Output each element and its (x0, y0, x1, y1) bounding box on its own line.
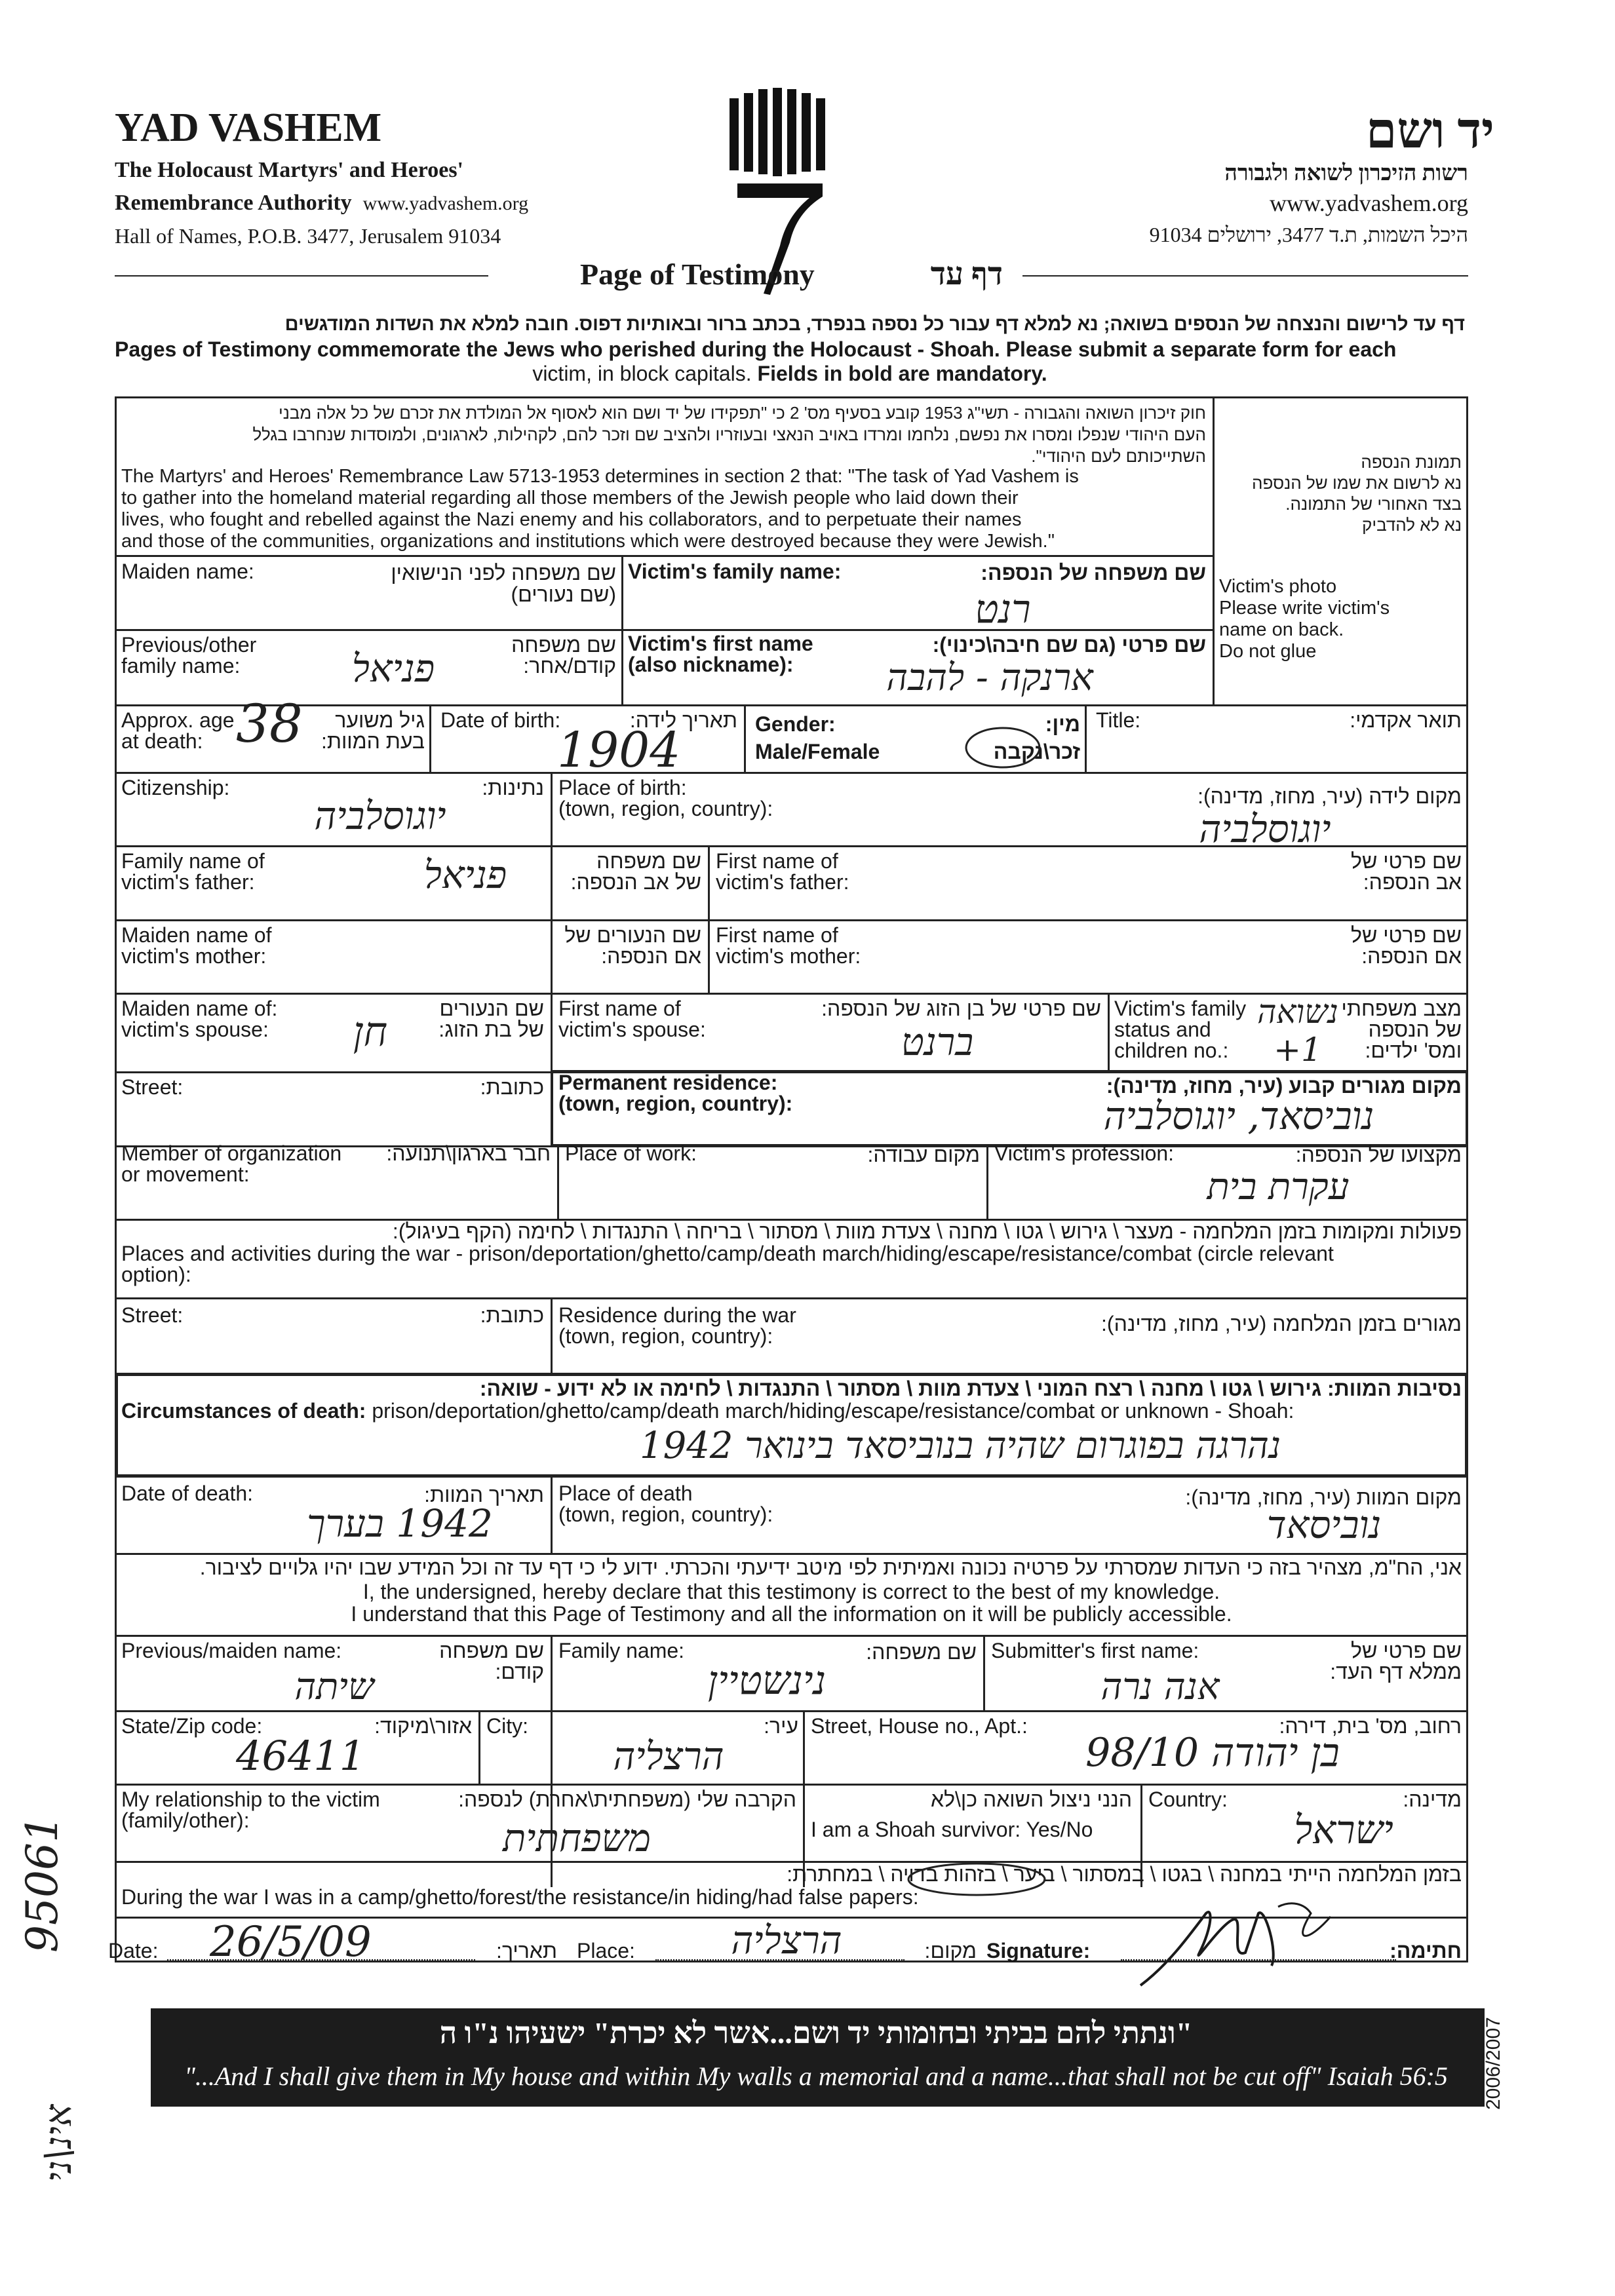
margin-annotation: אינ\ני (37, 2104, 80, 2182)
sub-city-label: City: (486, 1714, 528, 1738)
photo-en-2: Please write victim's (1219, 598, 1390, 619)
row-rule (115, 704, 1468, 706)
intro-en-2-text: victim, in block capitals. (532, 362, 752, 385)
gender-label-he-2: זכר\נקבה (993, 740, 1080, 763)
work-label-he: מקום עבודה: (867, 1143, 980, 1166)
dob-label-he: תאריך לידה: (629, 708, 737, 732)
sub-country-label: Country: (1148, 1788, 1228, 1811)
profession-value[interactable]: עקרת בית (1207, 1166, 1350, 1208)
citizenship-label: Citizenship: (121, 776, 230, 799)
sub-street-label-he: רחוב, מס' בית, דירה: (1279, 1714, 1462, 1738)
org-address-he: היכל השמות, ת.ד 3477, ירושלים 91034 (1149, 223, 1468, 246)
sub-street-value[interactable]: בן יהודה 98/10 (1085, 1730, 1340, 1776)
sub-relation-label-1: My relationship to the victim (121, 1788, 380, 1811)
dob-label: Date of birth: (440, 708, 561, 732)
signature-dotted-line (1121, 1959, 1396, 1961)
spouse-maiden-value[interactable]: חן (353, 1008, 388, 1056)
org-label-he: חבר בארגון\תנועה: (386, 1141, 551, 1165)
victim-first-name-value[interactable]: ארנקה - להבה (886, 657, 1093, 699)
pod-label-he: מקום המוות (עיר, מחוז, מדינה): (1185, 1485, 1462, 1509)
circumstances-label-he: נסיבות המוות: גירוש \ גטו \ מחנה \ רצח המוני \ צעדת מוות \ מסתור \ התנגדות \ לחימה או לא ידוע - שואה: (479, 1377, 1462, 1400)
father-first-label-he-1: שם פרטי של (1351, 849, 1462, 873)
perm-res-highlight (551, 1070, 1468, 1147)
row-rule (115, 1553, 1468, 1555)
citizenship-value[interactable]: יוגוסלביה (314, 794, 446, 838)
place-dotted-line (655, 1959, 905, 1961)
age-label-he-1: גיל משוער (335, 708, 425, 732)
law-en-1: The Martyrs' and Heroes' Remembrance Law 5713-1953 determines in section 2 that: "The task of Yad Vashem is (121, 466, 1079, 487)
col-rule (1085, 704, 1087, 772)
row-rule (115, 1784, 1468, 1786)
row-rule (115, 772, 1468, 774)
mother-first-label-1: First name of (716, 923, 838, 947)
dod-label: Date of death: (121, 1482, 254, 1505)
perm-res-label-2: (town, region, country): (558, 1092, 793, 1115)
prev-family-label-he-1: שם משפחה (511, 633, 616, 657)
sub-relation-label-2: (family/other): (121, 1808, 250, 1832)
sub-first-label: Submitter's first name: (991, 1639, 1199, 1662)
spouse-first-value[interactable]: ברנט (901, 1020, 974, 1064)
circumstances-label-en (121, 1400, 1294, 1422)
maiden-name-label-he-1: שם משפחה לפני הנישואין (391, 561, 616, 584)
sub-signature-label-he: חתימה: (1390, 1939, 1462, 1962)
law-divider (1213, 396, 1215, 704)
family-status-label-3: children no.: (1114, 1039, 1229, 1062)
family-name-label-he: שם משפחה של הנספה: (981, 561, 1206, 584)
org-subtitle-he: רשות הזיכרון לשואה ולגבורה (1224, 161, 1468, 185)
victim-family-name-value[interactable]: רנט (975, 586, 1031, 632)
sub-zip-label: State/Zip code: (121, 1714, 263, 1738)
form-title-he: דף עד (930, 257, 1003, 292)
org-subtitle-en-2-text: Remembrance Authority (115, 191, 352, 215)
family-name-label: Victim's family name: (628, 560, 842, 583)
row-rule (115, 1297, 1468, 1299)
sub-family-label-he: שם משפחה: (866, 1640, 977, 1664)
declaration-en-2: I understand that this Page of Testimony and all the information on it will be publicly accessible. (351, 1602, 1232, 1626)
perm-res-label-he: מקום מגורים קבוע (עיר, מחוז, מדינה): (1106, 1074, 1462, 1098)
col-rule (557, 1145, 559, 1219)
father-first-label-1: First name of (716, 849, 838, 873)
pod-label-2: (town, region, country): (558, 1502, 773, 1526)
first-name-label-2: (also nickname): (628, 653, 794, 676)
col-rule (551, 1297, 553, 1373)
gender-label-he-1: מין: (1045, 712, 1080, 736)
sub-camp-label-he: בזמן המלחמה הייתי במחנה \ בגטו \ במסתור \ ביער \ בזהות בדויה \ במחתרת: (787, 1862, 1462, 1886)
sub-survivor-label: I am a Shoah survivor: Yes/No (811, 1818, 1093, 1841)
sub-survivor-label-he: הנני ניצול השואה כן\לא (930, 1788, 1132, 1811)
street-label-he: כתובת: (480, 1075, 544, 1099)
family-status-label-2: status and (1114, 1018, 1211, 1041)
intro-en-1 (115, 337, 1465, 361)
family-status-label-he-2: של הנספה (1368, 1018, 1462, 1041)
declaration-en-1: I, the undersigned, hereby declare that this testimony is correct to the best of my knowledge. (362, 1580, 1220, 1603)
row-rule (115, 919, 1468, 921)
photo-en-3: name on back. (1219, 619, 1344, 640)
col-rule (551, 1478, 553, 1553)
dod-value[interactable]: 1942 בערך (307, 1501, 493, 1546)
photo-en-4: Do not glue (1219, 641, 1317, 662)
sub-city-value[interactable]: הרצליה (613, 1734, 724, 1778)
org-url-en: www.yadvashem.org (362, 193, 529, 214)
row-rule (115, 629, 1213, 631)
sub-prev-name-label-he-1: שם משפחה (439, 1639, 544, 1662)
sub-date-value[interactable]: 26/5/09 (210, 1918, 372, 1966)
war-street-label: Street: (121, 1303, 184, 1327)
spouse-first-label-2: victim's spouse: (558, 1018, 706, 1041)
photo-he-4: נא לא להדביק (1361, 515, 1462, 535)
war-places-label-he: פעולות ומקומות בזמן המלחמה - מעצר \ גירוש \ גטו \ מחנה \ צעדת מוות \ מסתור \ בריחה \ התנגדות \ לחימה (הקף בעיגול): (392, 1219, 1462, 1243)
pod-label-1: Place of death (558, 1482, 693, 1505)
sub-family-value[interactable]: נינשטיין (707, 1658, 827, 1704)
row-rule (115, 555, 1213, 557)
dod-label-he: תאריך המוות: (424, 1483, 544, 1506)
intro-mandatory-note: Fields in bold are mandatory. (757, 362, 1047, 385)
mother-maiden-label-1: Maiden name of (121, 923, 272, 947)
war-places-label-2: option): (121, 1263, 191, 1286)
pob-value[interactable]: יוגוסלביה (1199, 807, 1331, 851)
signature-scribble[interactable] (1114, 1887, 1390, 2005)
sub-city-label-he: עיר: (764, 1714, 798, 1738)
perm-res-label-1: Permanent residence: (558, 1071, 778, 1094)
sub-zip-label-he: אזור\מיקוד: (374, 1714, 472, 1738)
sub-prev-name-label: Previous/maiden name: (121, 1639, 342, 1662)
org-label-2: or movement: (121, 1162, 250, 1186)
spouse-maiden-label-1: Maiden name of: (121, 997, 278, 1020)
row-rule (115, 845, 1468, 847)
org-subtitle-en-1: The Holocaust Martyrs' and Heroes' (115, 158, 463, 182)
sub-relation-value[interactable]: משפחתית (502, 1816, 652, 1860)
prev-family-label-1: Previous/other (121, 633, 257, 657)
father-family-value[interactable]: פניאל (423, 852, 507, 897)
prev-family-label-he-2: קודם/אחר: (523, 654, 616, 678)
profession-label: Victim's profession: (994, 1141, 1175, 1165)
header-rule-right (1022, 275, 1468, 277)
sub-signature-label: Signature: (986, 1939, 1091, 1962)
law-en-2: to gather into the homeland material regarding all those members of the Jewish people who laid down their (121, 488, 1019, 508)
photo-en-1: Victim's photo (1219, 576, 1337, 597)
org-name-en: YAD VASHEM (115, 105, 382, 150)
sub-first-label-he-2: ממלא דף העד: (1330, 1660, 1462, 1683)
father-family-label-1: Family name of (121, 849, 265, 873)
sub-place-label: Place: (577, 1939, 635, 1962)
spouse-first-label-he: שם פרטי של בן הזוג של הנספה: (821, 997, 1101, 1020)
law-en-4: and those of the communities, organizations and institutions which were destroyed because they were Jewish." (121, 531, 1055, 552)
mother-maiden-label-2: victim's mother: (121, 944, 267, 968)
age-label-2: at death: (121, 729, 203, 753)
declaration-he: אני, הח"מ, מצהיר בזה כי העדות שמסרתי על פרטיה נכונה ואמיתית לפי מיטב ידיעתי והכרתי. ידוע לי כי דף עד זה וכל המידע שבו יהיו גלויים לציבור. (199, 1556, 1462, 1579)
col-rule (744, 704, 746, 772)
first-name-label-1: Victim's first name (628, 632, 813, 655)
mother-maiden-label-he-2: אם הנספה: (601, 944, 701, 968)
col-rule (429, 704, 431, 772)
col-rule (983, 1635, 985, 1710)
age-label-he-2: בעת המוות: (321, 729, 425, 753)
sub-zip-value[interactable]: 46411 (236, 1732, 366, 1780)
sub-country-label-he: מדינה: (1403, 1788, 1462, 1811)
maiden-name-label: Maiden name: (121, 560, 254, 583)
date-dotted-line (167, 1959, 475, 1961)
row-rule (115, 1710, 1468, 1712)
war-places-label-1: Places and activities during the war - prison/deportation/ghetto/camp/death march/hiding/escape/resistance/combat (circle relevant (121, 1242, 1334, 1265)
header-rule-left (115, 275, 488, 277)
intro-en-2 (115, 362, 1465, 385)
pod-value[interactable]: נוביסאד (1266, 1502, 1382, 1547)
false-papers-circle-mark (905, 1860, 1049, 1899)
form-code: 2006/2007 (1483, 2017, 1504, 2110)
sub-place-value[interactable]: הרצליה (731, 1918, 842, 1962)
title-label-he: תואר אקדמי: (1350, 708, 1462, 732)
form-title-en: Page of Testimony (580, 258, 815, 291)
sub-camp-label: During the war I was in a camp/ghetto/forest/the resistance/in hiding/had false papers: (121, 1885, 919, 1909)
law-he-1: חוק זיכרון השואה והגבורה - תשי"ג 1953 קובע בסעיף מס' 2 כי "תפקידו של יד ושם הוא לאסוף אל המולדת את זכרם של כל אלה מבני (278, 403, 1206, 423)
war-res-label-1: Residence during the war (558, 1303, 796, 1327)
quote-banner (151, 2008, 1485, 2107)
org-subtitle-en-2 (115, 190, 528, 217)
org-address-en: Hall of Names, P.O.B. 3477, Jerusalem 91034 (115, 224, 501, 248)
family-status-value[interactable]: נשואה 1+ (1257, 993, 1338, 1069)
law-he-2: העם היהודי שנפלו ומסרו את נפשם, נלחמו ומרדו באויב הנאצי ובעוזריו ולהציב שם וזכר להם, לקהילות, לארגונים, ולמוסדות שנחרבו בגלל (252, 425, 1206, 444)
pob-label-1: Place of birth: (558, 776, 687, 799)
pob-label-2: (town, region, country): (558, 797, 773, 820)
sub-prev-name-value[interactable]: שיתה (294, 1666, 374, 1708)
age-label-1: Approx. age (121, 708, 235, 732)
law-en-3: lives, who fought and rebelled against the Nazi enemy and his collaborators, and to perpetuate their names (121, 509, 1022, 530)
gender-label-2: Male/Female (755, 740, 880, 763)
org-name-he: יד ושם (1365, 104, 1494, 159)
sub-country-value[interactable]: ישראל (1294, 1807, 1393, 1853)
quote-he: "ונתתי להם בביתי ובחומותי יד ושם...אשר לא יכרת" ישעיהו נ"ו ה (439, 2016, 1193, 2050)
war-street-label-he: כתובת: (480, 1303, 544, 1327)
father-family-label-he-2: של אב הנספה: (570, 870, 701, 894)
family-status-label-he-1: מצב משפחתי (1341, 997, 1462, 1020)
mother-first-label-he-2: אם הנספה: (1361, 944, 1462, 968)
sub-prev-name-label-he-2: קודם: (495, 1660, 544, 1683)
sub-place-label-he: מקום: (924, 1939, 977, 1962)
circumstances-label-en-options: prison/deportation/ghetto/camp/death march/hiding/escape/resistance/combat or unknown - Shoah: (372, 1399, 1294, 1423)
org-url-he: www.yadvashem.org (1270, 190, 1468, 216)
war-res-label-he: מגורים בזמן המלחמה (עיר, מחוז, מדינה): (1101, 1312, 1462, 1335)
sub-relation-label-he: הקרבה שלי (משפחתית\אחרת) לנספה: (458, 1788, 796, 1811)
prev-family-label-2: family name: (121, 654, 241, 678)
mother-first-label-he-1: שם פרטי של (1351, 923, 1462, 947)
circumstances-label-en-bold: Circumstances of death: (121, 1399, 366, 1423)
org-label-1: Member of organization (121, 1141, 342, 1165)
father-first-label-2: victim's father: (716, 870, 849, 894)
perm-res-value[interactable]: נוביסאד, יוגוסלביה (1103, 1094, 1374, 1138)
circumstances-value[interactable]: נהרגה בפוגרום שהיה בנוביסאד בינואר 1942 (639, 1425, 1281, 1467)
maiden-name-label-he-2: (שם נעורים) (511, 583, 616, 606)
margin-stamp-number: 95061 (17, 1815, 68, 1953)
mother-first-label-2: victim's mother: (716, 944, 861, 968)
photo-he-1: תמונת הנספה (1361, 452, 1462, 472)
work-label: Place of work: (565, 1141, 697, 1165)
col-rule (478, 1710, 480, 1786)
row-rule (115, 1635, 1468, 1637)
gender-circle-mark (963, 726, 1042, 769)
sub-family-label: Family name: (558, 1639, 685, 1662)
col-rule (1108, 993, 1110, 1071)
title-label: Title: (1096, 708, 1141, 732)
law-he-3: השתייכותם לעם היהודי". (1031, 446, 1206, 466)
profession-label-he: מקצועו של הנספה: (1295, 1143, 1462, 1166)
intro-he: דף עד לרישום והנצחה של הנספים בשואה; נא למלא דף עבור כל נספה בנפרד, בכתב ברור ובאותיות דפוס. חובה למלא את השדות המודגשים (284, 314, 1465, 335)
sub-date-label: Date: (108, 1939, 159, 1962)
war-res-label-2: (town, region, country): (558, 1324, 773, 1348)
sub-date-label-he: תאריך: (496, 1939, 557, 1962)
citizenship-label-he: נתינות: (482, 776, 544, 799)
mother-maiden-label-he-1: שם הנעורים של (564, 923, 701, 947)
gender-label-1: Gender: (755, 712, 836, 736)
spouse-maiden-label-2: victim's spouse: (121, 1018, 269, 1041)
father-first-label-he-2: אב הנספה: (1363, 870, 1462, 894)
spouse-maiden-label-he-1: שם הנעורים (439, 997, 544, 1020)
age-value[interactable]: 38 (236, 693, 303, 754)
pob-label-he: מקום לידה (עיר, מחוז, מדינה): (1197, 784, 1462, 808)
spouse-first-label-1: First name of (558, 997, 681, 1020)
father-family-label-2: victim's father: (121, 870, 255, 894)
spouse-maiden-label-he-2: של בת הזוג: (438, 1018, 544, 1041)
father-family-label-he-1: שם משפחה (596, 849, 701, 873)
sub-first-label-he-1: שם פרטי של (1351, 1639, 1462, 1662)
photo-he-2: נא לרשום את שמו של הנספה (1252, 473, 1462, 493)
sub-street-label: Street, House no., Apt.: (811, 1714, 1028, 1738)
sub-first-value[interactable]: אנה נרה (1100, 1666, 1220, 1708)
family-status-label-he-3: ומס' ילדים: (1365, 1039, 1462, 1062)
prev-family-value[interactable]: פניאל (351, 646, 435, 691)
quote-en: "...And I shall give them in My house and within My walls a memorial and a name...that shall not be cut off" Isaiah 56:5 (184, 2061, 1448, 2091)
first-name-label-he: שם פרטי (גם שם חיבה\כינוי): (932, 633, 1206, 657)
family-status-label-1: Victim's family (1114, 997, 1247, 1020)
photo-he-3: בצד האחורי של התמונה. (1285, 494, 1462, 514)
dob-value[interactable]: 1904 (557, 722, 681, 778)
street-label: Street: (121, 1075, 184, 1099)
intro-en-1-text: Pages of Testimony commemorate the Jews who perished during the Holocaust - Shoah. Please submit a separate form for each (115, 337, 1397, 361)
col-rule (986, 1145, 988, 1219)
